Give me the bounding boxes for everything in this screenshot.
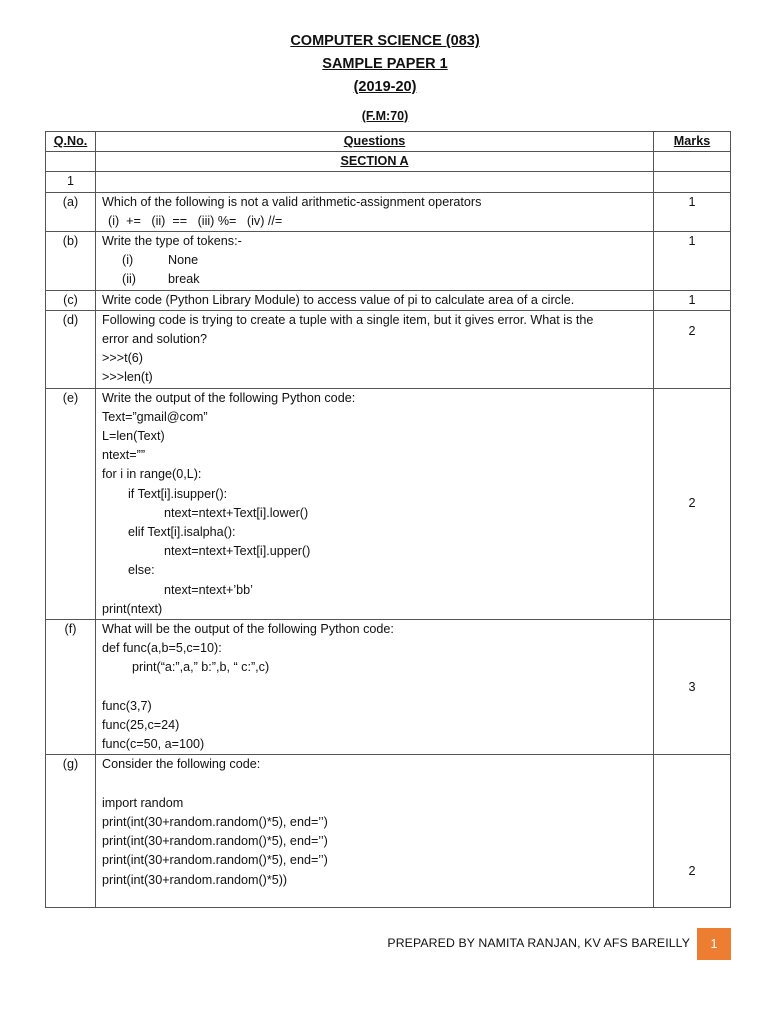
table-header-row (46, 132, 731, 152)
option-text: break (168, 272, 200, 287)
paper-year: (2019-20) (353, 79, 417, 95)
code-line: ntext=ntext+’bb’ (164, 582, 253, 597)
question-number: 1 (46, 172, 96, 192)
table-row (46, 755, 731, 907)
question-line: Write the type of tokens:- (102, 234, 242, 249)
question-text (96, 388, 654, 619)
question-label: (e) (46, 388, 96, 619)
table-row (46, 310, 731, 388)
code-line: ntext=”” (102, 448, 146, 463)
table-row (46, 192, 731, 231)
code-line: print(int(30+random.random()*5), end=’’) (102, 815, 328, 830)
question-text (96, 232, 654, 291)
page-header (0, 30, 770, 125)
question-text (96, 310, 654, 388)
code-line: func(25,c=24) (102, 718, 180, 733)
code-line: import random (102, 795, 184, 810)
code-line: print(ntext) (102, 601, 163, 616)
code-line: L=len(Text) (102, 429, 165, 444)
code-line: >>>len(t) (102, 370, 153, 385)
page-footer (0, 928, 770, 960)
question-number-row (46, 172, 731, 192)
option-number: (ii) (122, 272, 136, 287)
option-item (102, 251, 647, 270)
question-text (96, 290, 654, 310)
question-table (45, 131, 731, 908)
option-number: (i) (122, 253, 134, 268)
question-text (96, 620, 654, 755)
code-line: print(int(30+random.random()*5), end=’’) (102, 853, 328, 868)
question-line: Following code is trying to create a tuple with a single item, but it gives error. What is the (102, 312, 594, 327)
question-marks: 1 (654, 290, 731, 310)
page-number-badge: 1 (697, 928, 731, 960)
question-label: (b) (46, 232, 96, 291)
question-label: (a) (46, 192, 96, 231)
code-line: elif Text[i].isalpha(): (128, 525, 236, 540)
question-marks: 2 (654, 755, 731, 907)
code-line: Text=”gmail@com” (102, 409, 208, 424)
question-marks: 3 (654, 620, 731, 755)
prepared-by: PREPARED BY NAMITA RANJAN, KV AFS BAREILLY (387, 936, 690, 950)
question-line: Write code (Python Library Module) to access value of pi to calculate area of a circle. (102, 292, 575, 307)
question-line: Consider the following code: (102, 757, 261, 772)
paper-subtitle: SAMPLE PAPER 1 (322, 56, 448, 72)
code-line: >>>t(6) (102, 351, 143, 366)
question-label: (g) (46, 755, 96, 907)
question-line: error and solution? (102, 332, 208, 347)
questions-header: Questions (96, 132, 654, 152)
table-row (46, 620, 731, 755)
qno-header: Q.No. (46, 132, 96, 152)
question-marks: 1 (654, 232, 731, 291)
option-item (102, 270, 647, 289)
question-line: Write the output of the following Python code: (102, 390, 356, 405)
section-title: SECTION A (96, 152, 654, 172)
question-marks: 2 (654, 310, 731, 388)
question-text (96, 192, 654, 231)
code-line: print(int(30+random.random()*5), end=’’) (102, 834, 328, 849)
table-row (46, 290, 731, 310)
question-line: (i) += (ii) == (iii) %= (iv) //= (108, 213, 283, 228)
code-line: def func(a,b=5,c=10): (102, 641, 222, 656)
code-line: ntext=ntext+Text[i].upper() (164, 544, 311, 559)
code-line: ntext=ntext+Text[i].lower() (164, 505, 309, 520)
question-marks: 1 (654, 192, 731, 231)
code-line: else: (128, 563, 155, 578)
question-text (96, 755, 654, 907)
full-marks: (F.M:70) (361, 109, 409, 123)
question-line: What will be the output of the following Python code: (102, 622, 394, 637)
code-line: print(int(30+random.random()*5)) (102, 872, 288, 887)
code-line: func(c=50, a=100) (102, 737, 205, 752)
question-label: (f) (46, 620, 96, 755)
code-line: func(3,7) (102, 698, 152, 713)
question-marks: 2 (654, 388, 731, 619)
option-text: None (168, 253, 199, 268)
question-line: Which of the following is not a valid arithmetic-assignment operators (102, 194, 482, 209)
table-row (46, 388, 731, 619)
code-line: print(“a:”,a,” b:”,b, “ c:”,c) (132, 660, 270, 675)
code-line: for i in range(0,L): (102, 467, 202, 482)
section-row (46, 152, 731, 172)
paper-title: COMPUTER SCIENCE (083) (290, 33, 480, 49)
code-line: if Text[i].isupper(): (128, 486, 228, 501)
table-row (46, 232, 731, 291)
marks-header: Marks (654, 132, 731, 152)
question-label: (d) (46, 310, 96, 388)
question-label: (c) (46, 290, 96, 310)
